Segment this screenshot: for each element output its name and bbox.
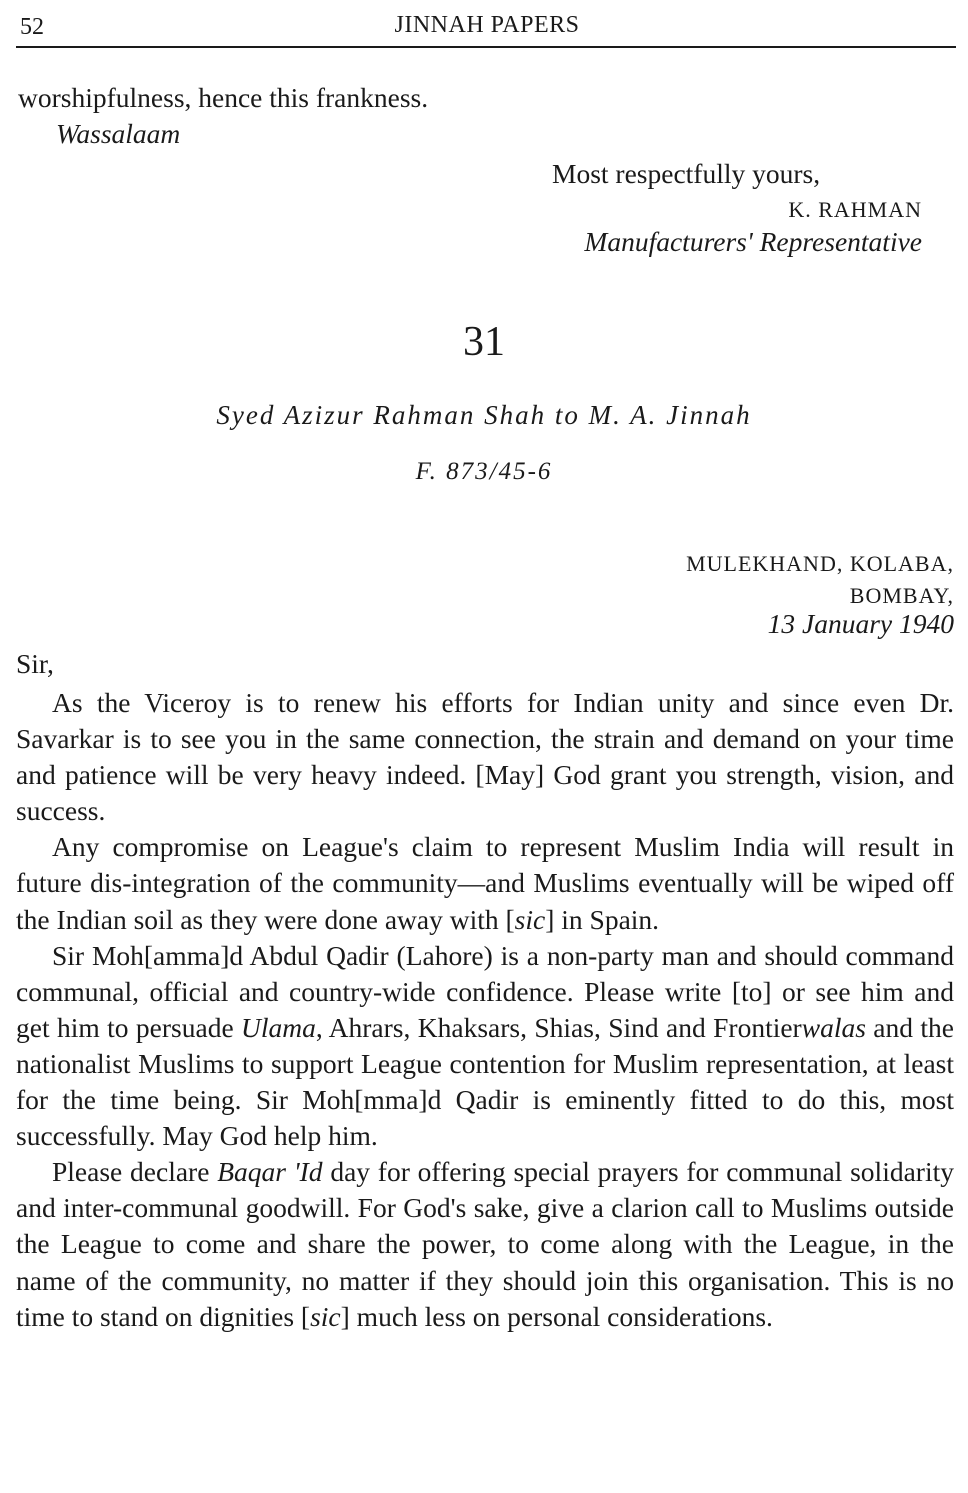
paragraph-text: , Ahrars, Khaksars, Shias, Sind and Frontier	[315, 1011, 802, 1043]
paragraph-text: Please declare	[52, 1156, 218, 1188]
prev-letter-valediction: Most respectfully yours,	[552, 158, 821, 189]
page-header	[18, 6, 956, 46]
paragraph-text-italic: sic	[310, 1300, 341, 1332]
paragraph	[16, 829, 954, 937]
paragraph-text: day for offering special prayers for communal solidarity and inter-communal goodwill. For God's sake, give a clarion call to Muslims outside the League to come and share the power, to come along with the League, in the name of the community, no matter if they should join this organisation. This is no time to stand on dignities [	[16, 1156, 954, 1332]
letter-date: 13 January 1940	[767, 608, 954, 639]
document-number: 31	[463, 319, 505, 365]
paragraph-text-italic: Ulama	[241, 1011, 316, 1043]
running-head: JINNAH PAPERS	[394, 12, 580, 38]
header-rule	[16, 46, 956, 48]
prev-letter-salutation: Wassalaam	[56, 118, 181, 149]
document-reference: F. 873/45-6	[415, 458, 553, 485]
paragraph-text: ] much less on personal considerations.	[340, 1300, 773, 1332]
address-line-1: MULEKHAND, KOLABA,	[686, 551, 954, 576]
paragraph	[16, 1154, 954, 1334]
paragraph	[16, 938, 954, 1155]
paragraph-text: As the Viceroy is to renew his efforts for Indian unity and since even Dr. Savarkar is to see you in the same connection, the strain and demand on your time and patience will be very heavy indeed. [May] God grant you strength, vision, and success.	[16, 687, 954, 827]
address-line-2: BOMBAY,	[849, 583, 954, 608]
letter-greeting: Sir,	[16, 648, 54, 679]
prev-letter-closing-line: worshipfulness, hence this frankness.	[18, 82, 429, 113]
letter-body	[16, 685, 954, 1335]
paragraph	[16, 685, 954, 829]
paragraph-text: and the nationalist Muslims to support League contention for Muslim representation, at least for the time being. Sir Moh[mma]d Qadir is eminently fitted to do this, most successfully. May God help him.	[16, 1011, 954, 1152]
paragraph-text: ] in Spain.	[545, 903, 660, 935]
paragraph-text-italic: Baqar 'Id	[217, 1156, 323, 1188]
paragraph-text-italic: walas	[801, 1011, 866, 1043]
prev-letter-designation: Manufacturers' Representative	[584, 226, 922, 257]
document-title: Syed Azizur Rahman Shah to M. A. Jinnah	[216, 400, 752, 430]
page-number: 52	[20, 14, 44, 40]
prev-letter-signatory: K. RAHMAN	[788, 197, 922, 222]
paragraph-text-italic: sic	[514, 903, 546, 935]
paragraph-text: Any compromise on League's claim to represent Muslim India will result in future dis-integration of the community—and Muslims eventually will be wiped off the Indian soil as they were done away with [	[16, 831, 954, 935]
paragraph-text: Sir Moh[amma]d Abdul Qadir (Lahore) is a non-party man and should command communal, official and country-wide confidence. Please write [to] or see him and get him to persuade	[16, 939, 954, 1043]
